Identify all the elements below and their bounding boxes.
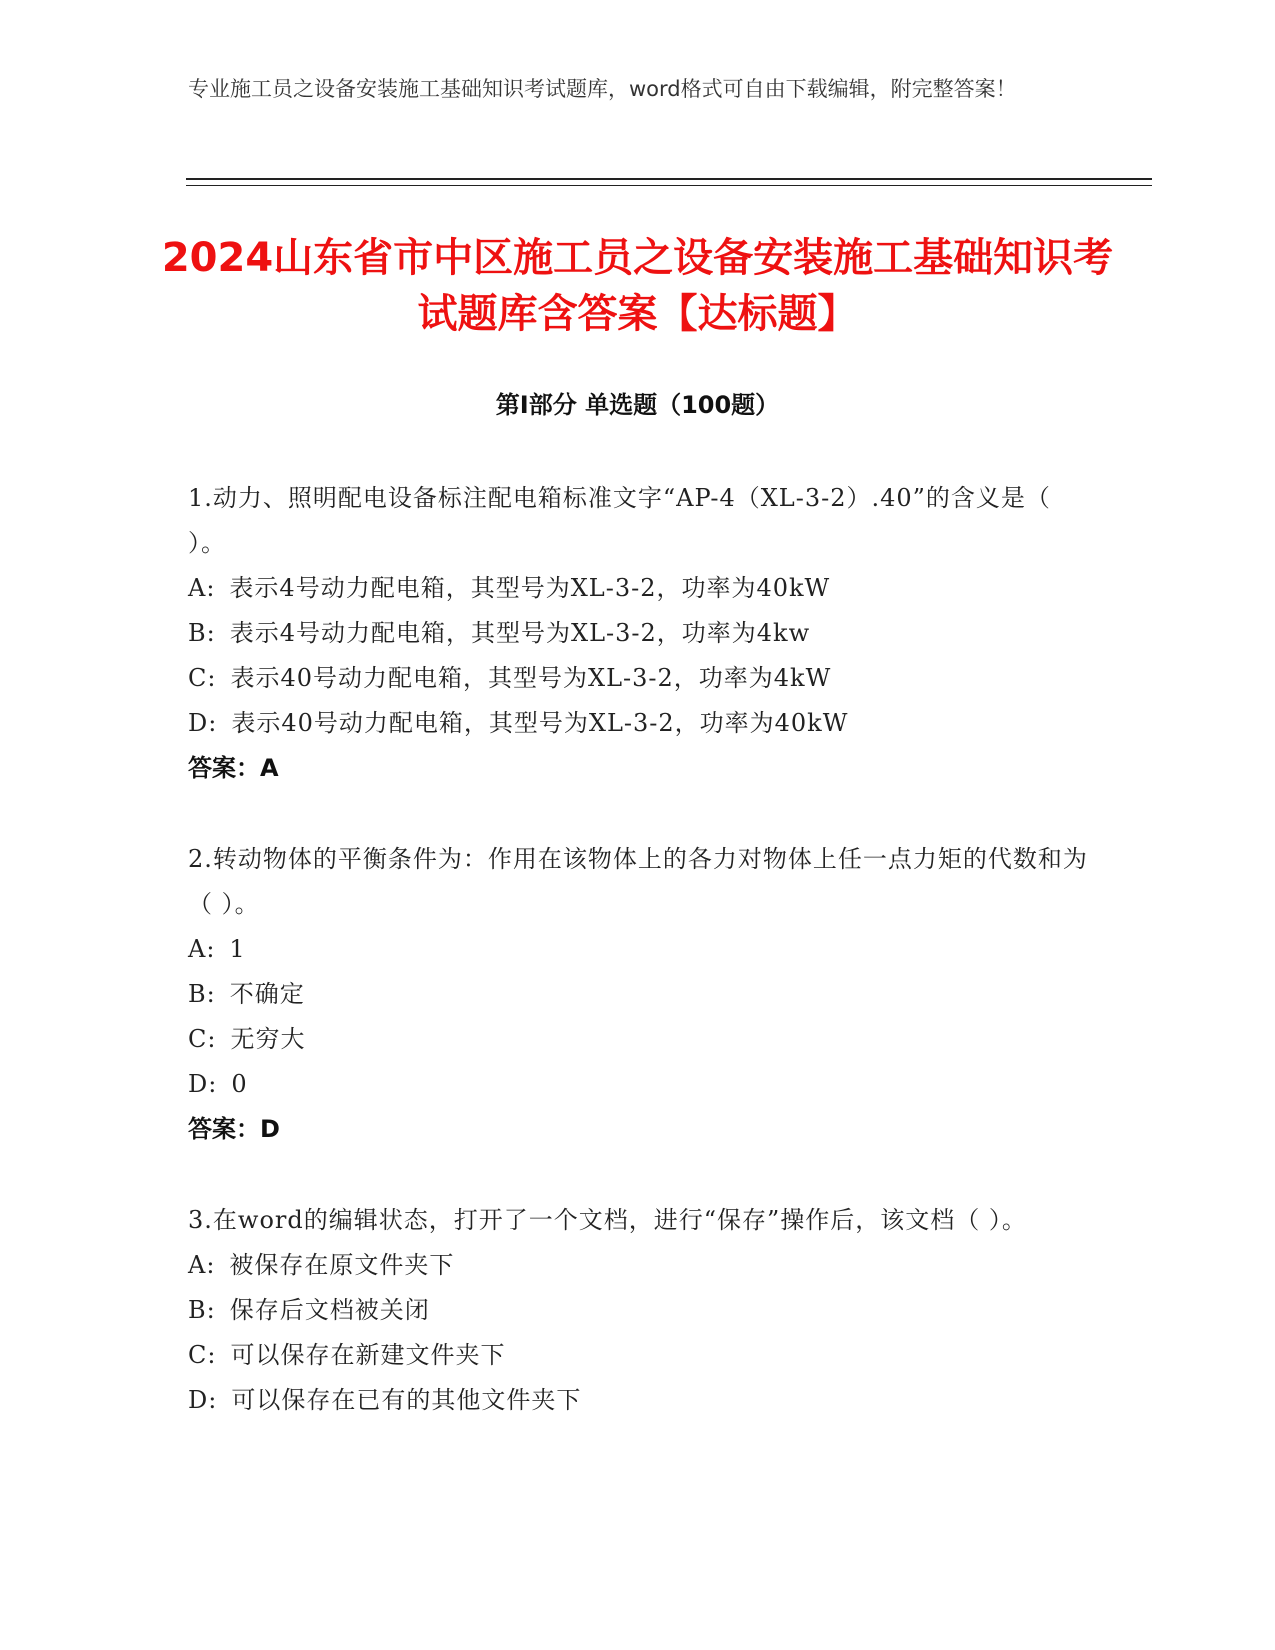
option-c bbox=[188, 1017, 1088, 1062]
option-text: 表示4号动力配电箱，其型号为XL-3-2，功率为4kw bbox=[229, 619, 811, 647]
question-1 bbox=[188, 476, 1088, 791]
option-text: 无穷大 bbox=[230, 1025, 306, 1053]
section-title: 第Ⅰ部分 单选题（100题） bbox=[495, 391, 780, 419]
option-key: A: bbox=[188, 574, 216, 602]
option-text: 1 bbox=[229, 935, 246, 963]
option-text: 被保存在原文件夹下 bbox=[229, 1251, 455, 1279]
answer-line bbox=[188, 746, 1088, 791]
answer-label: 答案： bbox=[188, 1115, 260, 1143]
answer-line bbox=[188, 1107, 1088, 1152]
document-title: 2024山东省市中区施工员之设备安装施工基础知识考试题库含答案【达标题】 bbox=[161, 235, 1114, 337]
option-d bbox=[188, 1378, 1088, 1423]
option-a bbox=[188, 566, 1088, 611]
option-c bbox=[188, 656, 1088, 701]
option-key: D: bbox=[188, 1070, 218, 1098]
question-2 bbox=[188, 837, 1088, 1152]
question-stem: 3.在word的编辑状态，打开了一个文档，进行“保存”操作后，该文档（ ）。 bbox=[188, 1206, 1027, 1234]
option-a bbox=[188, 1243, 1088, 1288]
option-text: 可以保存在新建文件夹下 bbox=[230, 1341, 506, 1369]
option-text: 保存后文档被关闭 bbox=[229, 1296, 430, 1324]
option-text: 表示4号动力配电箱，其型号为XL-3-2，功率为40kW bbox=[229, 574, 831, 602]
option-key: D: bbox=[188, 1386, 218, 1414]
option-text: 可以保存在已有的其他文件夹下 bbox=[231, 1386, 582, 1414]
header-note: 专业施工员之设备安装施工基础知识考试题库，word格式可自由下载编辑，附完整答案！ bbox=[188, 77, 1017, 101]
option-text: 不确定 bbox=[229, 980, 305, 1008]
option-b bbox=[188, 1288, 1088, 1333]
option-c bbox=[188, 1333, 1088, 1378]
option-text: 表示40号动力配电箱，其型号为XL-3-2，功率为40kW bbox=[231, 709, 849, 737]
option-b bbox=[188, 972, 1088, 1017]
option-key: D: bbox=[188, 709, 218, 737]
question-stem: 1.动力、照明配电设备标注配电箱标准文字“AP-4（XL-3-2）.40”的含义是（ ）。 bbox=[188, 484, 1051, 557]
option-key: C: bbox=[188, 1025, 217, 1053]
option-a bbox=[188, 927, 1088, 972]
option-key: B: bbox=[188, 1296, 216, 1324]
header-rule-thin bbox=[186, 185, 1152, 186]
option-key: A: bbox=[188, 1251, 216, 1279]
option-key: B: bbox=[188, 619, 216, 647]
question-list bbox=[188, 476, 1088, 1469]
option-key: B: bbox=[188, 980, 216, 1008]
option-key: A: bbox=[188, 935, 216, 963]
answer-label: 答案： bbox=[188, 754, 260, 782]
question-3 bbox=[188, 1198, 1088, 1423]
option-key: C: bbox=[188, 664, 217, 692]
option-b bbox=[188, 611, 1088, 656]
header-rule-thick bbox=[186, 178, 1152, 180]
option-key: C: bbox=[188, 1341, 217, 1369]
option-text: 表示40号动力配电箱，其型号为XL-3-2，功率为4kW bbox=[230, 664, 832, 692]
option-d bbox=[188, 1062, 1088, 1107]
answer-value: D bbox=[260, 1115, 280, 1143]
question-stem: 2.转动物体的平衡条件为：作用在该物体上的各力对物体上任一点力矩的代数和为（ ）。 bbox=[188, 845, 1088, 918]
answer-value: A bbox=[260, 754, 279, 782]
option-d bbox=[188, 701, 1088, 746]
option-text: 0 bbox=[231, 1070, 248, 1098]
